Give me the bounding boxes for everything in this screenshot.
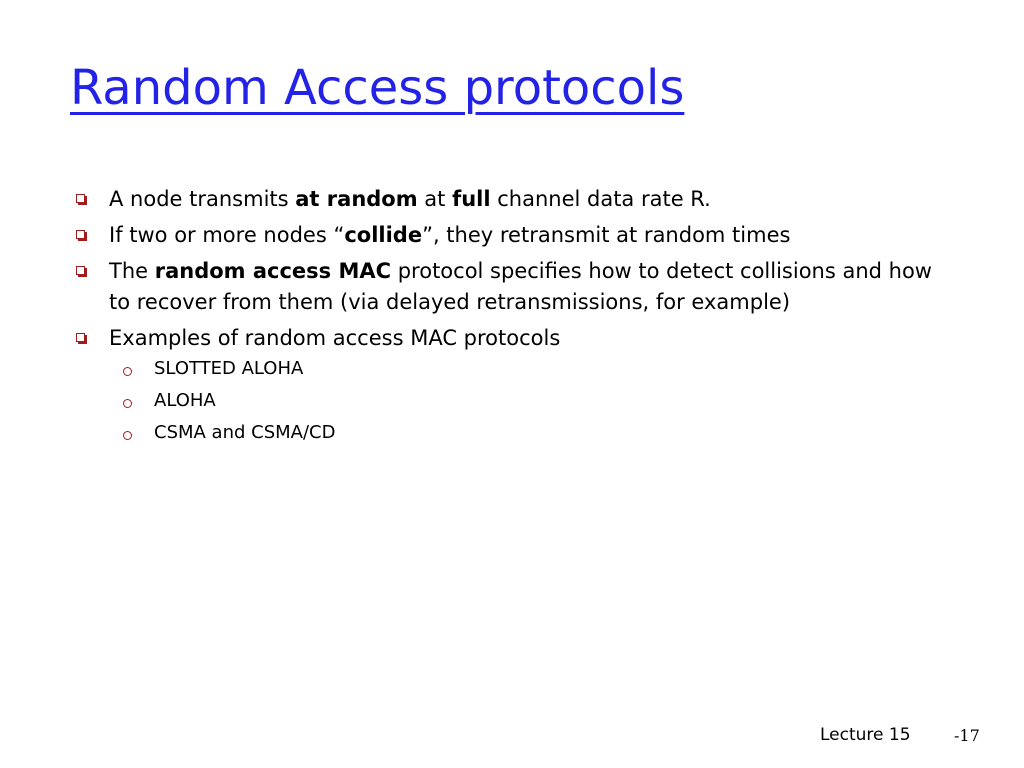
- bullet-text: If two or more nodes “: [109, 223, 345, 247]
- bullet-text: A node transmits: [109, 187, 296, 211]
- bullet-text: protocol specifies how to detect collisions and how to recover from them (via delayed retransmissions, for example): [109, 259, 932, 314]
- bullet-list: [70, 184, 950, 452]
- footer-page-number: -17: [954, 726, 980, 745]
- square-bullet-icon: [76, 230, 85, 239]
- bullet-text-bold: at random: [295, 187, 418, 211]
- sub-bullet-item: [109, 420, 950, 446]
- bullet-text-bold: random access MAC: [154, 259, 392, 283]
- sub-bullet-item: [109, 388, 950, 414]
- sub-bullet-text: CSMA and CSMA/CD: [154, 422, 336, 443]
- bullet-text-bold: collide: [344, 223, 423, 247]
- circle-bullet-icon: [123, 367, 132, 376]
- circle-bullet-icon: [123, 431, 132, 440]
- bullet-item: [70, 323, 950, 446]
- bullet-item: [70, 220, 950, 251]
- sub-bullet-list: [109, 356, 950, 446]
- bullet-text: The: [109, 259, 155, 283]
- square-bullet-icon: [76, 266, 85, 275]
- sub-bullet-text: ALOHA: [154, 390, 216, 411]
- bullet-text: Examples of random access MAC protocols: [109, 326, 561, 350]
- slide-title: Random Access protocols: [70, 60, 685, 116]
- square-bullet-icon: [76, 333, 85, 342]
- sub-bullet-text: SLOTTED ALOHA: [154, 358, 304, 379]
- square-bullet-icon: [76, 194, 85, 203]
- bullet-item: [70, 256, 950, 318]
- sub-bullet-item: [109, 356, 950, 382]
- bullet-text: channel data rate R.: [490, 187, 711, 211]
- bullet-item: [70, 184, 950, 215]
- bullet-text: ”, they retransmit at random times: [422, 223, 791, 247]
- bullet-text: at: [417, 187, 453, 211]
- bullet-text-bold: full: [452, 187, 491, 211]
- footer-lecture-label: Lecture 15: [820, 725, 911, 745]
- circle-bullet-icon: [123, 399, 132, 408]
